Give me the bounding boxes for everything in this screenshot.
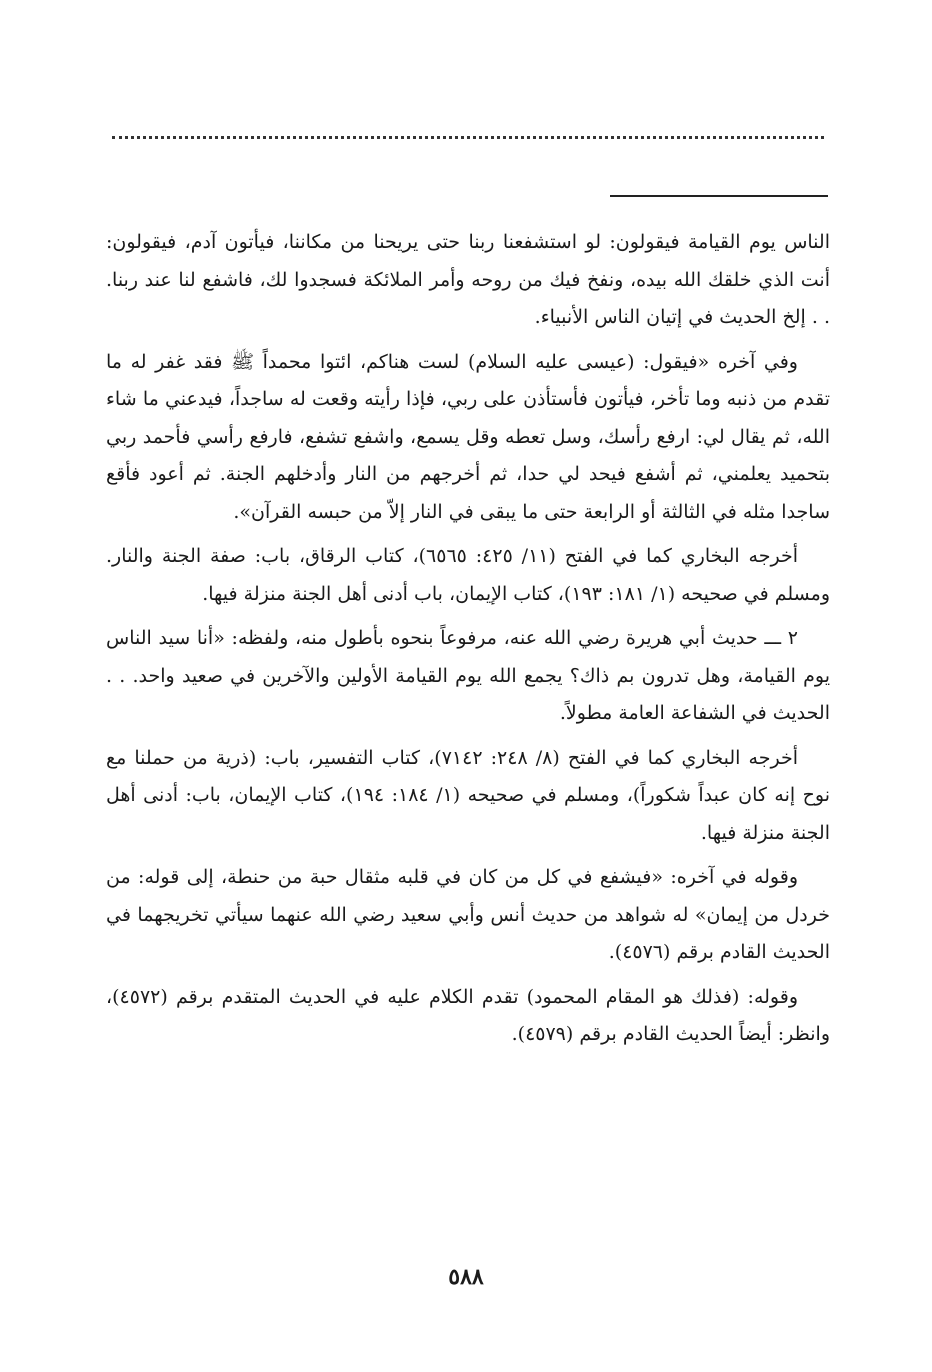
paragraph-shawahid: وقوله في آخره: «فيشفع في كل من كان في قلبه مثقال حبة من حنطة، إلى قوله: من خردل من إيمان» له شواهد من حديث أنس وأبي سعيد رضي الله عنهما سيأتي تخريجهما في الحديث القادم برقم (٤٥٧٦). (106, 866, 830, 963)
footnote-text-body (106, 224, 830, 1061)
page-number: ٥٨٨ (448, 1264, 484, 1290)
paragraph-hadith-ending: وفي آخره «فيقول: (عيسى عليه السلام) لست هناكم، ائتوا محمداً ﷺ فقد غفر له ما تقدم من ذنبه وما تأخر، فيأتون فأستأذن على ربي، فإذا رأيته وقعت له ساجداً، فيدعني ما شاء الله، ثم يقال لي: ارفع رأسك، وسل تعطه وقل يسمع، واشفع تشفع، فارفع رأسي فأحمد ربي بتحميد يعلمني، ثم أشفع فيحد لي حدا، ثم أخرجهم من النار وأدخلهم الجنة. ثم أعود فأقع ساجدا مثله في الثالثة أو الرابعة حتى ما يبقى في النار إلاّ من حبسه القرآن». (106, 350, 830, 523)
paragraph-continuation: الناس يوم القيامة فيقولون: لو استشفعنا ربنا حتى يريحنا من مكاننا، فيأتون آدم، فيقولون: أنت الذي خلقك الله بيده، ونفخ فيك من روحه وأمر الملائكة فسجدوا لك، فاشفع لنا عند ربنا. . . إلخ الحديث في إتيان الناس الأنبياء. (106, 231, 830, 328)
paragraph-maqam-mahmud: وقوله: (فذلك هو المقام المحمود) تقدم الكلام عليه في الحديث المتقدم برقم (٤٥٧٢)، وانظر: أيضاً الحديث القادم برقم (٤٥٧٩). (106, 985, 830, 1045)
paragraph-hadith-abu-hurairah: ٢ ـــ حديث أبي هريرة رضي الله عنه، مرفوعاً بنحوه بأطول منه، ولفظه: «أنا سيد الناس يوم القيامة، وهل تدرون بم ذاك؟ يجمع الله يوم القيامة الأولين والآخرين في صعيد واحد. . . الحديث في الشفاعة العامة مطولاً. (106, 627, 830, 724)
paragraph-takhrij-2: أخرجه البخاري كما في الفتح (٨/ ٢٤٨: ٧١٤٢)، كتاب التفسير، باب: (ذرية من حملنا مع نوح إنه كان عبداً شكوراً)، ومسلم في صحيحه (١/ ١٨٤: ١٩٤)، كتاب الإيمان، باب: أدنى أهل الجنة منزلة فيها. (106, 746, 830, 844)
footnote-separator-rule (610, 195, 828, 197)
paragraph-takhrij-1: أخرجه البخاري كما في الفتح (١١/ ٤٢٥: ٦٥٦٥)، كتاب الرقاق، باب: صفة الجنة والنار. ومسلم في صحيحه (١/ ١٨١: ١٩٣)، كتاب الإيمان، باب أدنى أهل الجنة منزلة فيها. (106, 545, 830, 605)
header-dotted-rule (112, 136, 824, 139)
